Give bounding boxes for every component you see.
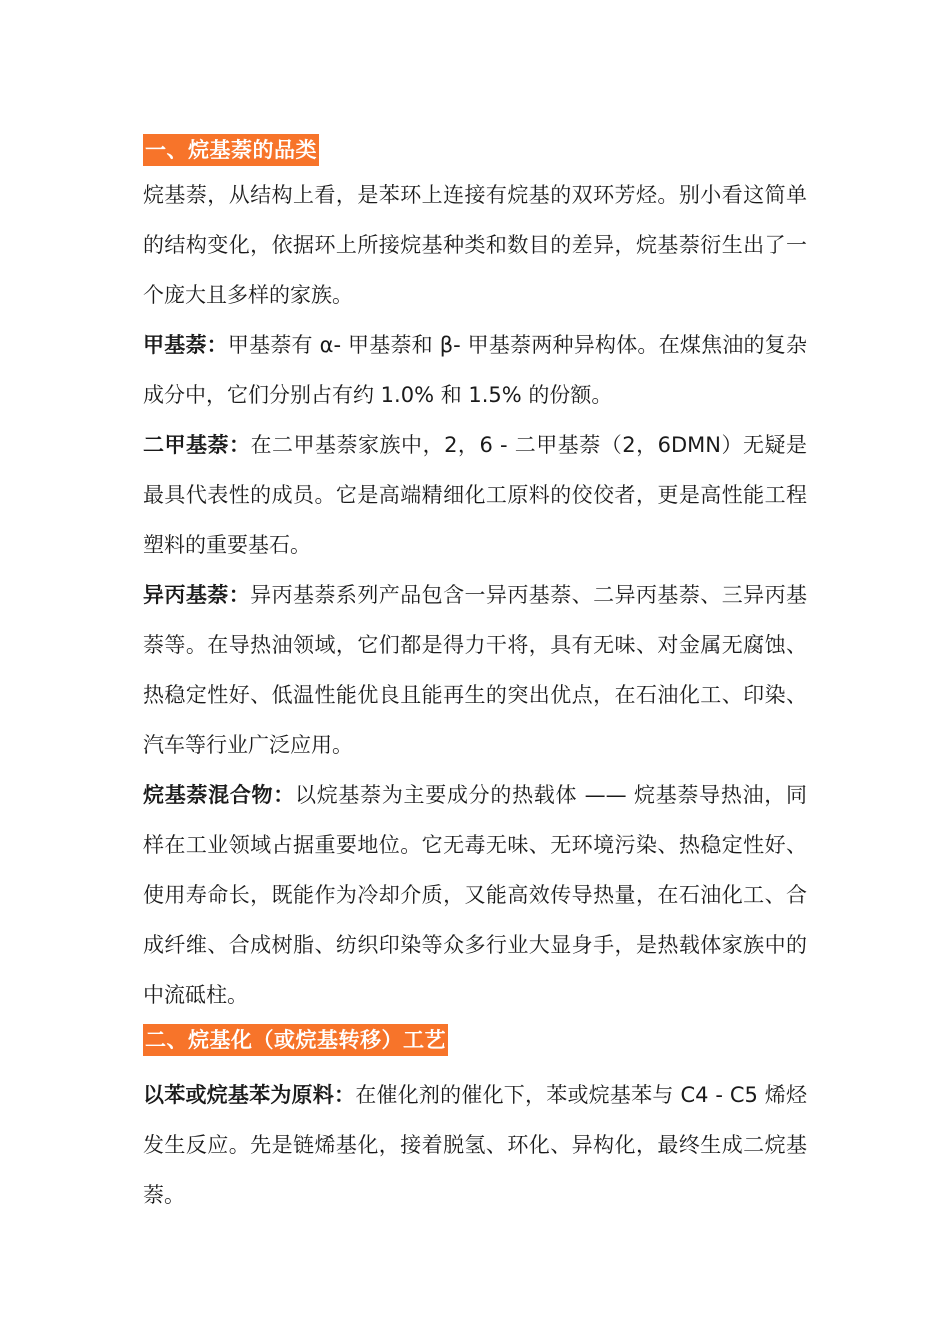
section1-intro: 烷基萘，从结构上看，是苯环上连接有烷基的双环芳烃。别小看这简单的结构变化，依据环上所接烷基种类和数目的差异，烷基萘衍生出了一个庞大且多样的家族。 bbox=[143, 183, 807, 307]
text-benzene-feedstock: 在催化剂的催化下，苯或烷基苯与 C4 - C5 烯烃发生反应。先是链烯基化，接着脱氢、环化、异构化，最终生成二烷基萘。 bbox=[143, 1083, 808, 1207]
section1-heading: 一、烷基萘的品类 bbox=[143, 134, 319, 166]
text-methylnaphthalene: 甲基萘有 α- 甲基萘和 β- 甲基萘两种异构体。在煤焦油的复杂成分中，它们分别占有约 1.0% 和 1.5% 的份额。 bbox=[143, 333, 807, 407]
label-dimethylnaphthalene: 二甲基萘： bbox=[143, 433, 251, 457]
label-alkylnaphthalene-mixture: 烷基萘混合物： bbox=[143, 783, 295, 807]
paragraph-dimethylnaphthalene bbox=[143, 420, 807, 570]
paragraph-benzene-feedstock bbox=[143, 1070, 807, 1220]
section1-heading-wrap bbox=[143, 130, 807, 170]
paragraph-alkylnaphthalene-mixture bbox=[143, 770, 807, 1020]
text-alkylnaphthalene-mixture: 以烷基萘为主要成分的热载体 —— 烷基萘导热油，同样在工业领域占据重要地位。它无毒无味、无环境污染、热稳定性好、使用寿命长，既能作为冷却介质，又能高效传导热量，在石油化工、合成纤维、合成树脂、纺织印染等众多行业大显身手，是热载体家族中的中流砥柱。 bbox=[143, 783, 807, 1007]
document-page bbox=[143, 130, 807, 1220]
label-benzene-feedstock: 以苯或烷基苯为原料： bbox=[143, 1083, 356, 1107]
section2-heading-wrap bbox=[143, 1020, 807, 1070]
label-methylnaphthalene: 甲基萘： bbox=[143, 333, 228, 357]
section2-heading: 二、烷基化（或烷基转移）工艺 bbox=[143, 1024, 448, 1056]
paragraph-methylnaphthalene bbox=[143, 320, 807, 420]
text-isopropylnaphthalene: 异丙基萘系列产品包含一异丙基萘、二异丙基萘、三异丙基萘等。在导热油领域，它们都是得力干将，具有无味、对金属无腐蚀、热稳定性好、低温性能优良且能再生的突出优点，在石油化工、印染、汽车等行业广泛应用。 bbox=[143, 583, 808, 757]
text-dimethylnaphthalene: 在二甲基萘家族中，2，6 - 二甲基萘（2，6DMN）无疑是最具代表性的成员。它是高端精细化工原料的佼佼者，更是高性能工程塑料的重要基石。 bbox=[143, 433, 808, 557]
paragraph-isopropylnaphthalene bbox=[143, 570, 807, 770]
label-isopropylnaphthalene: 异丙基萘： bbox=[143, 583, 251, 607]
